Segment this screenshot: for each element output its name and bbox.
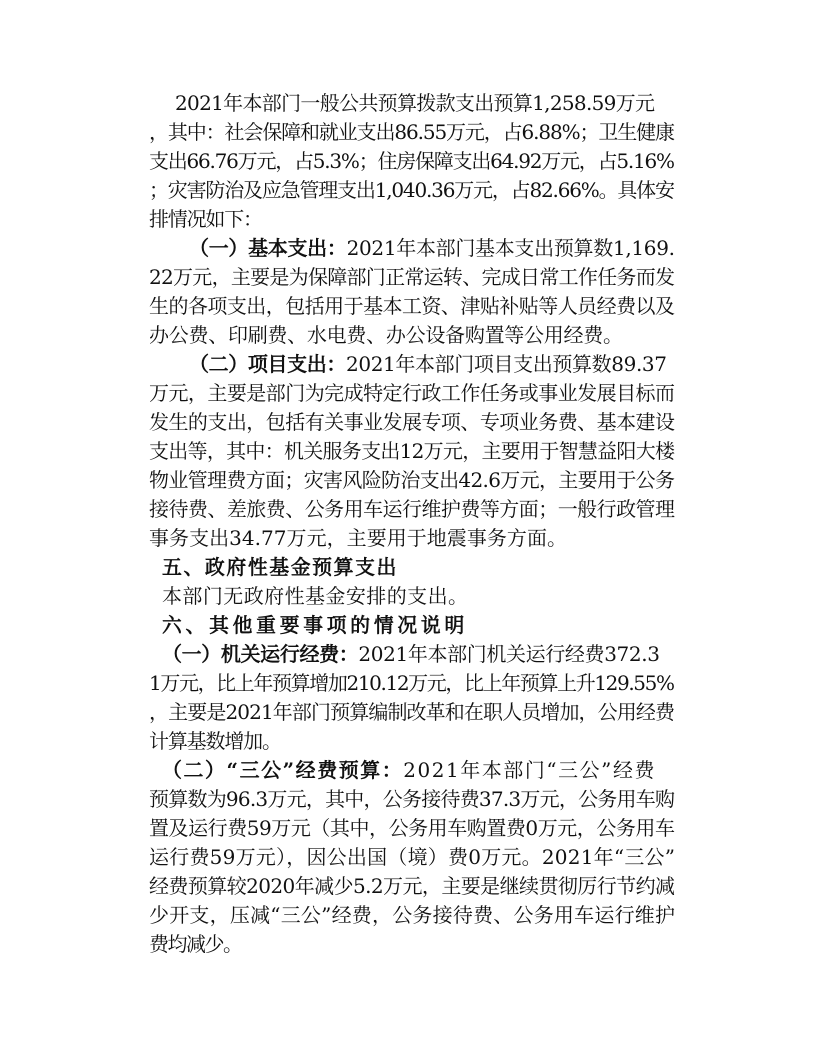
text-line-content bbox=[162, 582, 468, 611]
text-line-content bbox=[175, 89, 654, 118]
text-line-content bbox=[149, 669, 674, 698]
document-body bbox=[0, 89, 815, 959]
bold-text-run: 六、其他重要事项的情况说明 bbox=[162, 613, 468, 637]
text-run: 生的各项支出，包括用于基本工资、津贴补贴等人员经费以及 bbox=[149, 294, 675, 318]
text-line-content bbox=[149, 176, 674, 205]
text-run: 置及运行费59万元（其中，公务用车购置费0万元，公务用车 bbox=[149, 816, 675, 840]
text-run: 1万元，比上年预算增加210.12万元，比上年预算上升129.55% bbox=[149, 671, 674, 695]
bold-text-run: （一）机关运行经费： bbox=[162, 642, 359, 666]
text-run: 万元，主要是部门为完成特定行政工作任务或事业发展目标而 bbox=[149, 381, 675, 405]
text-run: 2021年本部门基本支出预算数1,169. bbox=[346, 236, 675, 260]
text-line-content bbox=[149, 147, 674, 176]
text-line-content bbox=[149, 292, 674, 321]
text-line bbox=[0, 582, 815, 611]
text-line-content bbox=[149, 872, 674, 901]
text-line-content bbox=[162, 611, 468, 640]
text-run: 本部门无政府性基金安排的支出。 bbox=[162, 584, 469, 608]
text-line bbox=[0, 176, 815, 205]
text-line-content bbox=[149, 321, 623, 350]
text-run: 经费预算较2020年减少5.2万元，主要是继续贯彻厉行节约减 bbox=[149, 874, 675, 898]
text-line bbox=[0, 669, 815, 698]
text-line bbox=[0, 814, 815, 843]
text-line-content bbox=[149, 495, 674, 524]
text-run: 少开支，压减“三公”经费，公务接待费、公务用车运行维护 bbox=[149, 903, 676, 927]
text-line-content bbox=[149, 466, 674, 495]
text-run: 支出66.76万元，占5.3%；住房保障支出64.92万元，占5.16% bbox=[149, 149, 674, 173]
text-run: ，主要是2021年部门预算编制改革和在职人员增加，公用经费 bbox=[149, 700, 675, 724]
text-line bbox=[0, 727, 815, 756]
text-run: 运行费59万元），因公出国（境）费0万元。2021年“三公” bbox=[149, 845, 676, 869]
text-run: 接待费、差旅费、公务用车运行维护费等方面；一般行政管理 bbox=[149, 497, 675, 521]
text-line bbox=[0, 640, 815, 669]
text-line bbox=[0, 234, 815, 263]
text-line bbox=[0, 379, 815, 408]
text-line bbox=[0, 930, 815, 959]
text-line bbox=[0, 611, 815, 640]
text-run: 物业管理费方面；灾害风险防治支出42.6万元，主要用于公务 bbox=[149, 468, 675, 492]
text-line-content bbox=[162, 640, 660, 669]
text-run: 支出等，其中：机关服务支出12万元，主要用于智慧益阳大楼 bbox=[149, 439, 675, 463]
text-line-content bbox=[149, 408, 674, 437]
text-line-content bbox=[189, 350, 667, 379]
text-line bbox=[0, 466, 815, 495]
text-line-content bbox=[149, 698, 674, 727]
bold-text-run: （二）项目支出： bbox=[189, 352, 346, 376]
text-line-content bbox=[149, 843, 675, 872]
text-run: 预算数为96.3万元，其中，公务接待费37.3万元，公务用车购 bbox=[149, 787, 675, 811]
text-line-content bbox=[149, 785, 674, 814]
text-line bbox=[0, 901, 815, 930]
text-line bbox=[0, 321, 815, 350]
text-line bbox=[0, 437, 815, 466]
text-line-content bbox=[189, 234, 675, 263]
text-line bbox=[0, 263, 815, 292]
text-line bbox=[0, 89, 815, 118]
text-line-content bbox=[162, 756, 656, 785]
text-line bbox=[0, 292, 815, 321]
text-run: 办公费、印刷费、水电费、办公设备购置等公用经费。 bbox=[149, 323, 623, 347]
text-run: 2021年本部门“三公”经费 bbox=[403, 758, 656, 782]
text-line bbox=[0, 495, 815, 524]
text-line-content bbox=[149, 118, 674, 147]
text-line-content bbox=[149, 930, 242, 959]
text-line bbox=[0, 524, 815, 553]
text-line bbox=[0, 698, 815, 727]
text-run: ；灾害防治及应急管理支出1,040.36万元，占82.66%。具体安 bbox=[149, 178, 674, 202]
text-line bbox=[0, 756, 815, 785]
text-run: 2021年本部门一般公共预算拨款支出预算1,258.59万元 bbox=[175, 91, 655, 115]
text-line bbox=[0, 408, 815, 437]
bold-text-run: （二）“三公”经费预算： bbox=[162, 758, 404, 782]
text-line-content bbox=[149, 263, 674, 292]
text-run: 费均减少。 bbox=[149, 932, 242, 956]
text-line-content bbox=[149, 379, 674, 408]
text-run: 排情况如下： bbox=[149, 207, 262, 231]
text-line-content bbox=[162, 553, 398, 582]
text-run: ，其中：社会保障和就业支出86.55万元，占6.88%；卫生健康 bbox=[149, 120, 674, 144]
text-run: 2021年本部门项目支出预算数89.37 bbox=[346, 352, 667, 376]
text-line bbox=[0, 843, 815, 872]
text-line bbox=[0, 785, 815, 814]
text-line-content bbox=[149, 901, 675, 930]
text-run: 22万元，主要是为保障部门正常运转、完成日常工作任务而发 bbox=[149, 265, 675, 289]
text-line-content bbox=[149, 205, 262, 234]
text-line bbox=[0, 205, 815, 234]
text-line-content bbox=[149, 437, 674, 466]
text-run: 发生的支出，包括有关事业发展专项、专项业务费、基本建设 bbox=[149, 410, 675, 434]
text-line bbox=[0, 350, 815, 379]
text-line-content bbox=[149, 727, 281, 756]
bold-text-run: （一）基本支出： bbox=[189, 236, 347, 260]
bold-text-run: 五、政府性基金预算支出 bbox=[162, 555, 398, 579]
text-line-content bbox=[149, 524, 567, 553]
text-line bbox=[0, 553, 815, 582]
text-run: 事务支出34.77万元，主要用于地震事务方面。 bbox=[149, 526, 568, 550]
text-line-content bbox=[149, 814, 675, 843]
text-run: 计算基数增加。 bbox=[149, 729, 281, 753]
text-line bbox=[0, 147, 815, 176]
text-run: 2021年本部门机关运行经费372.3 bbox=[358, 642, 660, 666]
text-line bbox=[0, 872, 815, 901]
text-line bbox=[0, 118, 815, 147]
